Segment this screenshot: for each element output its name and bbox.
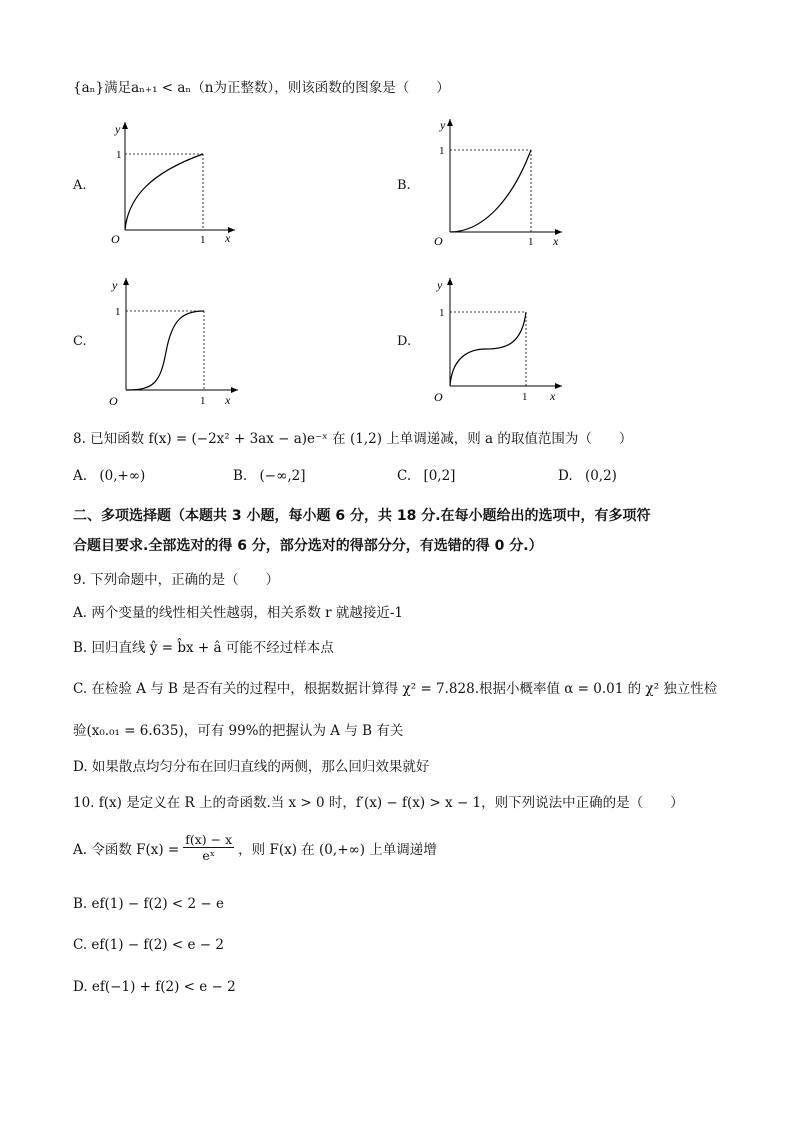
q8-choice-d-label: D.: [558, 468, 573, 484]
graph-b-origin: O: [434, 234, 443, 248]
q10-option-a-numerator: f(x) − x: [185, 832, 233, 847]
option-b-label: B.: [397, 178, 411, 193]
graph-c-y-label: y: [112, 278, 118, 292]
q10-option-a-denominator: eˣ: [202, 848, 216, 863]
graph-d-origin: O: [434, 390, 443, 404]
q8-choice-c-value: [0,2]: [423, 468, 456, 484]
q9-option-c-line1: C. 在检验 A 与 B 是否有关的过程中，根据数据计算得 χ² = 7.828.根据小概率值 α = 0.01 的 χ² 独立性检: [73, 681, 718, 697]
graph-a-x-one: 1: [200, 234, 206, 246]
q8-choice-c: [397, 468, 455, 484]
q10-option-b: B. ef(1) − f(2) < 2 − e: [73, 896, 224, 912]
graph-d-y-label: y: [437, 278, 443, 292]
graph-b: [420, 115, 570, 250]
section2-heading-line2: 合题目要求.全部选对的得 6 分，部分选对的得部分分，有选错的得 0 分.）: [73, 538, 543, 554]
graph-c-origin: O: [109, 394, 118, 408]
q10-option-a-fraction: [183, 832, 234, 863]
q8-choice-b: [233, 468, 306, 484]
q9-option-b: B. 回归直线 ŷ = b̂x + â 可能不经过样本点: [73, 640, 334, 656]
q8-choice-c-label: C.: [397, 468, 412, 484]
graph-a: [95, 118, 245, 248]
graph-b-y-label: y: [440, 118, 446, 132]
graph-a-x-label: x: [225, 231, 231, 245]
graph-b-x-one: 1: [528, 236, 534, 248]
graph-a-origin: O: [111, 232, 120, 246]
option-c-label: C.: [73, 334, 87, 349]
q10-stem: 10. f(x) 是定义在 R 上的奇函数.当 x > 0 时，f′(x) − f(x) > x − 1，则下列说法中正确的是（ ）: [73, 795, 684, 811]
graph-d-x-label: x: [550, 389, 556, 403]
graph-b-x-label: x: [553, 234, 559, 248]
q8-choice-d-value: (0,2): [584, 468, 617, 484]
graph-d-y-one: 1: [439, 307, 445, 319]
q8-choice-a: [73, 468, 145, 484]
q10-option-a-suffix: ，则 F(x) 在 (0,+∞) 上单调递增: [238, 841, 437, 858]
graph-a-y-label: y: [115, 122, 121, 136]
q9-option-c-line2: 验(x₀.₀₁ = 6.635)，可有 99%的把握认为 A 与 B 有关: [73, 723, 404, 739]
q8-choice-d: [558, 468, 617, 484]
q10-option-c: C. ef(1) − f(2) < e − 2: [73, 937, 224, 953]
q8-choice-b-value: (−∞,2]: [259, 468, 306, 484]
option-d-label: D.: [397, 334, 412, 349]
graph-a-y-one: 1: [116, 149, 122, 161]
graph-d: [422, 274, 572, 409]
graph-c-y-one: 1: [115, 306, 121, 318]
section2-heading-line1: 二、多项选择题（本题共 3 小题，每小题 6 分，共 18 分.在每小题给出的选项中，有多项符: [73, 508, 651, 524]
q8-stem: 8. 已知函数 f(x) = (−2x² + 3ax − a)e⁻ˣ 在 (1,2) 上单调递减，则 a 的取值范围为（ ）: [73, 431, 633, 447]
q8-choice-a-label: A.: [73, 468, 88, 484]
graph-d-x-one: 1: [522, 391, 528, 403]
q9-option-a: A. 两个变量的线性相关性越弱，相关系数 r 就越接近-1: [73, 605, 404, 621]
q7-stem: {aₙ}满足aₙ₊₁ < aₙ（n为正整数），则该函数的图象是（ ）: [73, 80, 450, 96]
q10-option-a-prefix: A. 令函数 F(x) =: [73, 841, 180, 858]
graph-c-x-label: x: [225, 393, 231, 407]
option-a-label: A.: [73, 178, 87, 193]
q10-option-d: D. ef(−1) + f(2) < e − 2: [73, 979, 236, 995]
q10-option-a: [73, 832, 437, 863]
graph-b-y-one: 1: [439, 145, 445, 157]
q9-stem: 9. 下列命题中，正确的是（ ）: [73, 572, 280, 588]
graph-c: [98, 274, 248, 409]
q8-choice-a-value: (0,+∞): [99, 468, 146, 484]
graph-c-x-one: 1: [200, 395, 206, 407]
q8-choice-b-label: B.: [233, 468, 248, 484]
q9-option-d: D. 如果散点均匀分布在回归直线的两侧，那么回归效果就好: [73, 759, 430, 775]
